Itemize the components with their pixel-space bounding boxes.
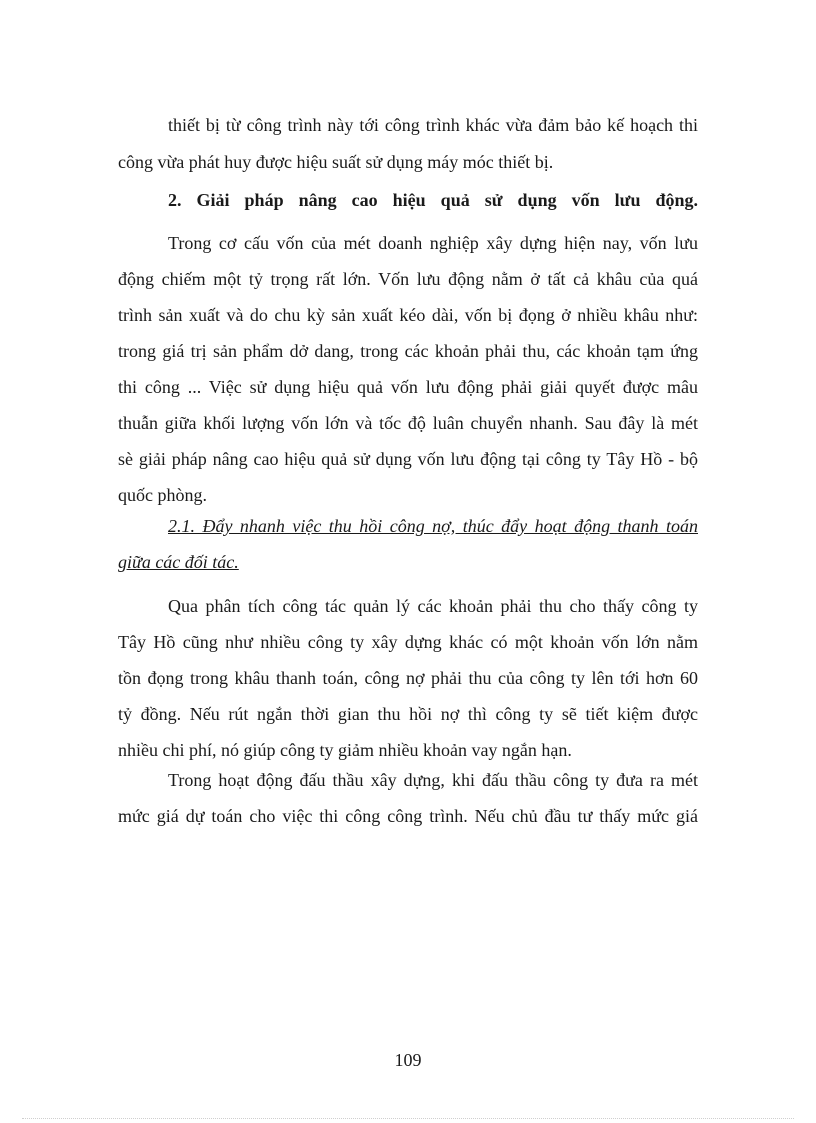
text-line: mức giá dự toán cho việc thi công công trình. Nếu chủ đầu tư thấy mức giá bbox=[118, 806, 698, 826]
text-line: thi công ... Việc sử dụng hiệu quả vốn lưu động phải giải quyết được mâu bbox=[118, 377, 698, 397]
text-line: trình sản xuất và do chu kỳ sản xuất kéo dài, vốn bị đọng ở nhiều khâu như: bbox=[118, 305, 698, 325]
paragraph-working-capital bbox=[118, 233, 698, 505]
text-line: Tây Hồ cũng như nhiều công ty xây dựng khác có một khoản vốn lớn nằm bbox=[118, 632, 698, 652]
text-line: Trong cơ cấu vốn của mét doanh nghiệp xây dựng hiện nay, vốn lưu bbox=[168, 233, 698, 253]
text-line: quốc phòng. bbox=[118, 485, 207, 505]
text-line: trong giá trị sản phẩm dở dang, trong các khoản phải thu, các khoản tạm ứng bbox=[118, 341, 698, 361]
paragraph-bidding bbox=[118, 770, 698, 826]
text-line: công vừa phát huy được hiệu suất sử dụng máy móc thiết bị. bbox=[118, 152, 554, 172]
paragraph-continuation bbox=[118, 115, 698, 172]
text-line: thuẫn giữa khối lượng vốn lớn và tốc độ luân chuyển nhanh. Sau đây là mét bbox=[118, 413, 698, 433]
text-line: động chiếm một tỷ trọng rất lớn. Vốn lưu động nằm ở tất cả khâu của quá bbox=[118, 269, 698, 289]
subheading-line: giữa các đối tác. bbox=[118, 552, 239, 572]
subsection-heading bbox=[118, 516, 698, 573]
text-line: thiết bị từ công trình này tới công trình khác vừa đảm bảo kế hoạch thi bbox=[168, 115, 698, 135]
paragraph-receivables bbox=[118, 596, 698, 760]
text-line: sè giải pháp nâng cao hiệu quả sử dụng vốn lưu động tại công ty Tây Hồ - bộ bbox=[118, 449, 698, 469]
text-line: Trong hoạt động đấu thầu xây dựng, khi đấu thầu công ty đưa ra mét bbox=[168, 770, 698, 790]
text-line: tồn đọng trong khâu thanh toán, công nợ phải thu của công ty lên tới hơn 60 bbox=[118, 668, 698, 688]
text-line: tỷ đồng. Nếu rút ngắn thời gian thu hồi nợ thì công ty sẽ tiết kiệm được bbox=[118, 704, 698, 724]
text-line: nhiều chi phí, nó giúp công ty giảm nhiều khoản vay ngắn hạn. bbox=[118, 740, 572, 760]
page-bottom-divider bbox=[22, 1118, 794, 1119]
subheading-line: 2.1. Đẩy nhanh việc thu hồi công nợ, thúc đẩy hoạt động thanh toán bbox=[168, 516, 698, 536]
text-line: Qua phân tích công tác quản lý các khoản phải thu cho thấy công ty bbox=[168, 596, 698, 616]
section-heading bbox=[118, 190, 698, 210]
page-number: 109 bbox=[394, 1050, 422, 1070]
heading-line: 2. Giải pháp nâng cao hiệu quả sử dụng vốn lưu động. bbox=[168, 190, 698, 210]
